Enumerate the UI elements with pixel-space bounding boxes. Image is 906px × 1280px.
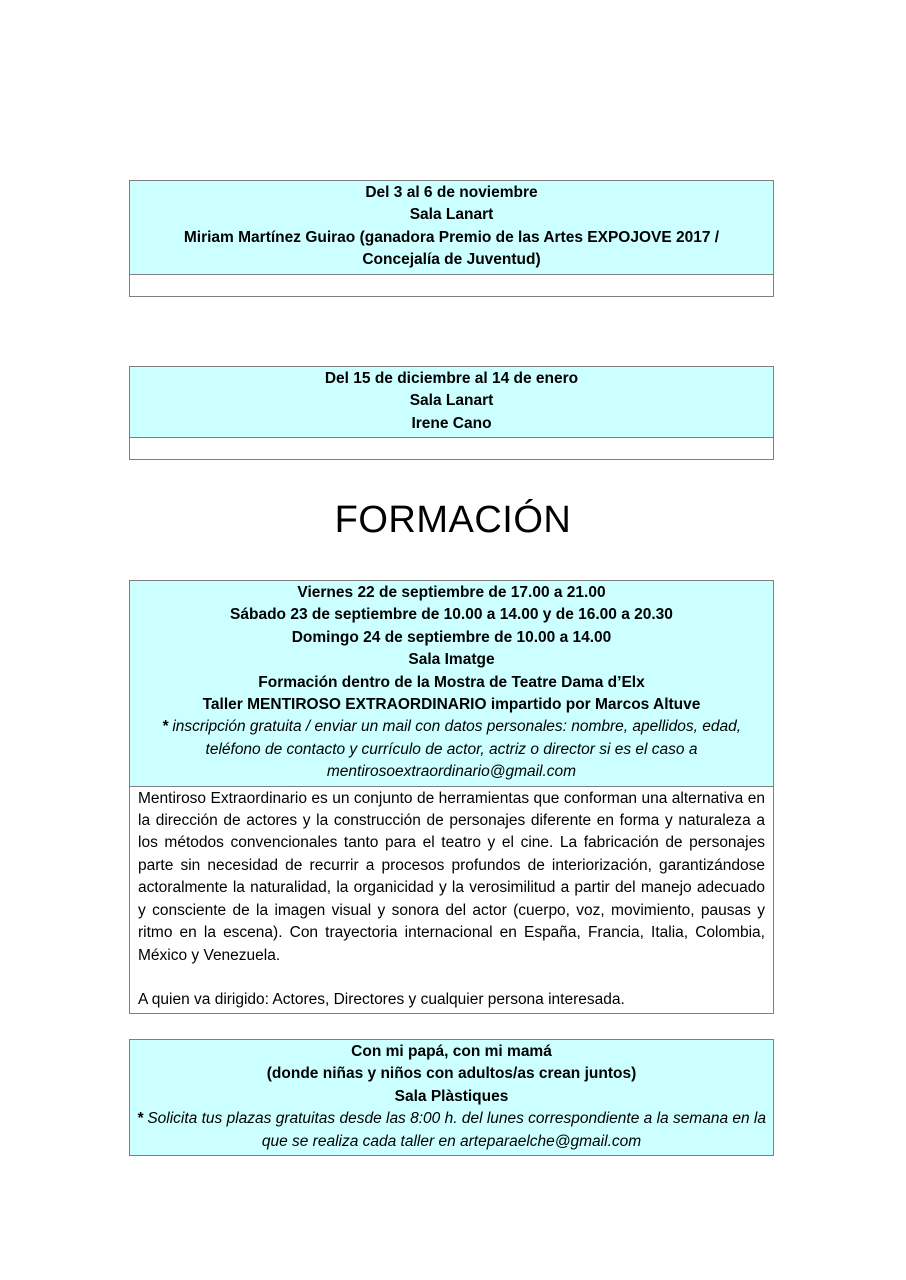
exhibition-date: Del 15 de diciembre al 14 de enero (324, 370, 579, 387)
workshop-description-text: Mentiroso Extraordinario es un conjunto de herramientas que conforman una alternativa en la dirección de actores y la construcción de personajes diferente en forma y naturaleza a los métodos convencionales tanto para el teatro y el cine. La fabricación de personajes parte sin necesidad de recurrir a procesos profundos de interiorización, garantizándose actoralmente la naturalidad, la organicidad y la verosimilitud a partir del manejo adecuado y consciente de la imagen visual y sonora del actor (cuerpo, voz, movimiento, pausas y ritmo en la escena). Con trayectoria internacional en España, Francia, Italia, Colombia, México y Venezuela. (138, 789, 765, 964)
family-workshop-subtitle: (donde niñas y niños con adultos/as crean juntos) (266, 1065, 637, 1083)
workshop-note (136, 716, 767, 783)
exhibition-artist: Irene Cano (411, 414, 492, 432)
exhibition-date: Del 3 al 6 de noviembre (365, 184, 538, 201)
section-title: FORMACIÓN (334, 499, 572, 541)
exhibition-header-2 (130, 367, 773, 437)
exhibition-venue: Sala Lanart (409, 206, 494, 224)
note-asterisk: * (161, 718, 169, 736)
workshop-date-3: Domingo 24 de septiembre de 10.00 a 14.00 (291, 628, 612, 646)
exhibition-header-1 (130, 181, 773, 274)
workshop-note-text: inscripción gratuita / enviar un mail con datos personales: nombre, apellidos, edad, teléfono de contacto y currículo de actor, actriz o director si es el caso a mentirosoextraordinario@gmail.com (168, 718, 741, 781)
exhibition-table-1 (129, 180, 774, 297)
workshop-audience: A quien va dirigido: Actores, Directores y cualquier persona interesada. (138, 991, 625, 1009)
family-workshop-header (130, 1040, 773, 1155)
workshop-date-2: Sábado 23 de septiembre de 10.00 a 14.00 y de 16.00 a 20.30 (230, 606, 673, 624)
note-asterisk: * (136, 1110, 144, 1128)
exhibition-empty-row (130, 437, 773, 459)
exhibition-venue: Sala Lanart (409, 392, 494, 410)
workshop-venue: Sala Imatge (408, 651, 495, 669)
workshop-title: Taller MENTIROSO EXTRAORDINARIO impartido por Marcos Altuve (202, 696, 701, 714)
family-workshop-title: Con mi papá, con mi mamá (351, 1043, 552, 1060)
family-workshop-table (129, 1039, 774, 1156)
exhibition-artist: Miriam Martínez Guirao (ganadora Premio de las Artes EXPOJOVE 2017 / (183, 228, 720, 246)
workshop-header (130, 581, 773, 786)
family-workshop-note (136, 1108, 767, 1153)
workshop-date-1: Viernes 22 de septiembre de 17.00 a 21.00 (297, 584, 606, 601)
exhibition-artist-cont: Concejalía de Juventud) (362, 251, 541, 269)
workshop-table (129, 580, 774, 1014)
exhibition-table-2 (129, 366, 774, 460)
family-workshop-note-text: Solicita tus plazas gratuitas desde las 8:00 h. del lunes correspondiente a la semana en la que se realiza cada taller en arteparaelche@gmail.com (143, 1110, 766, 1150)
family-workshop-venue: Sala Plàstiques (394, 1087, 509, 1105)
exhibition-empty-row (130, 274, 773, 296)
workshop-description (130, 786, 773, 1013)
workshop-context: Formación dentro de la Mostra de Teatre Dama d’Elx (258, 673, 645, 691)
